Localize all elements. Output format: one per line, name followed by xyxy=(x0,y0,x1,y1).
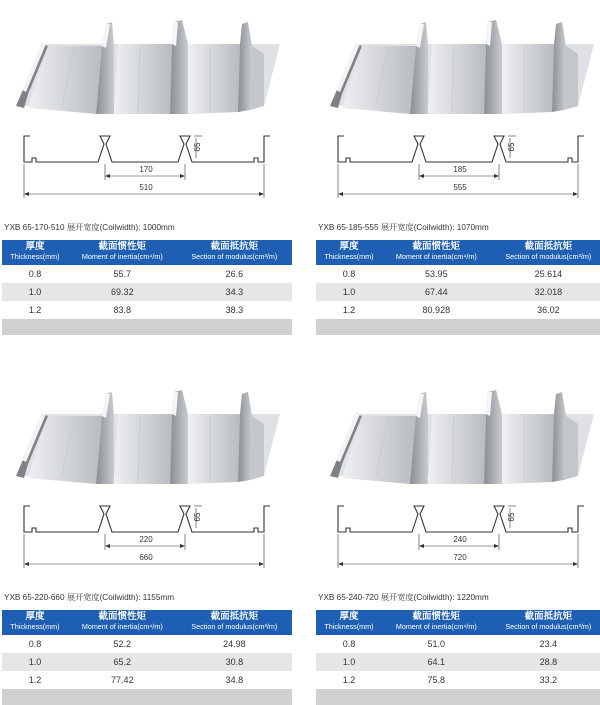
profile-drawing xyxy=(316,504,600,576)
table-row: 0.8 52.2 24.98 xyxy=(2,635,292,653)
table-row: 1.2 80.928 36.02 xyxy=(316,301,600,319)
table-row: 0.8 53.95 25.614 xyxy=(316,265,600,283)
table-row: 1.0 65.2 30.8 xyxy=(2,653,292,671)
profile-drawing xyxy=(2,134,292,206)
table-row: 1.0 67.44 32.018 xyxy=(316,283,600,301)
spec-table: 厚度 Thickness(mm) 截面惯性矩 Moment of inertia(cm⁴/m) 截面抵抗矩 Section of modulus(cm³/m) 0.8 52.2 24.98 1.0 65.2 30.8 1.2 77.42 34.8 xyxy=(2,610,292,705)
width-dim: 555 xyxy=(453,183,467,192)
table-row: 1.2 83.8 38.3 xyxy=(2,301,292,319)
pitch-dim: 170 xyxy=(139,165,153,174)
profile-drawing xyxy=(2,504,292,576)
table-row: 1.0 64.1 28.8 xyxy=(316,653,600,671)
table-row: 0.8 55.7 26.6 xyxy=(2,265,292,283)
product-caption: YXB 65-185-555 展开宽度(Coilwidth): 1070mm xyxy=(318,223,489,232)
pitch-dim: 185 xyxy=(453,165,467,174)
deck-photo xyxy=(2,14,292,132)
spec-table: 厚度 Thickness(mm) 截面惯性矩 Moment of inertia(cm⁴/m) 截面抵抗矩 Section of modulus(cm³/m) 0.8 51.0 23.4 1.0 64.1 28.8 1.2 75.8 33.2 xyxy=(316,610,600,705)
spec-table: 厚度 Thickness(mm) 截面惯性矩 Moment of inertia(cm⁴/m) 截面抵抗矩 Section of modulus(cm³/m) 0.8 53.95 25.614 1.0 67.44 32.018 1.2 80.928 36.02 xyxy=(316,240,600,335)
height-dim: 65 xyxy=(193,512,202,522)
product-caption: YXB 65-240-720 展开宽度(Coilwidth): 1220mm xyxy=(318,593,489,602)
product-caption: YXB 65-220-660 展开宽度(Coilwidth): 1155mm xyxy=(4,593,175,602)
width-dim: 720 xyxy=(453,553,467,562)
deck-photo xyxy=(316,384,600,502)
spec-table: 厚度 Thickness(mm) 截面惯性矩 Moment of inertia(cm⁴/m) 截面抵抗矩 Section of modulus(cm³/m) 0.8 55.7 26.6 1.0 69.32 34.3 1.2 83.8 38.3 xyxy=(2,240,292,335)
pitch-dim: 220 xyxy=(139,535,153,544)
table-row: 1.2 77.42 34.8 xyxy=(2,671,292,689)
profile-drawing xyxy=(316,134,600,206)
product-caption: YXB 65-170-510 展开宽度(Coilwidth): 1000mm xyxy=(4,223,175,232)
width-dim: 660 xyxy=(139,553,153,562)
height-dim: 65 xyxy=(507,512,516,522)
table-row: 1.2 75.8 33.2 xyxy=(316,671,600,689)
width-dim: 510 xyxy=(139,183,153,192)
height-dim: 65 xyxy=(193,142,202,152)
pitch-dim: 240 xyxy=(453,535,467,544)
height-dim: 65 xyxy=(507,142,516,152)
table-row: 1.0 69.32 34.3 xyxy=(2,283,292,301)
deck-photo xyxy=(316,14,600,132)
table-row: 0.8 51.0 23.4 xyxy=(316,635,600,653)
deck-photo xyxy=(2,384,292,502)
